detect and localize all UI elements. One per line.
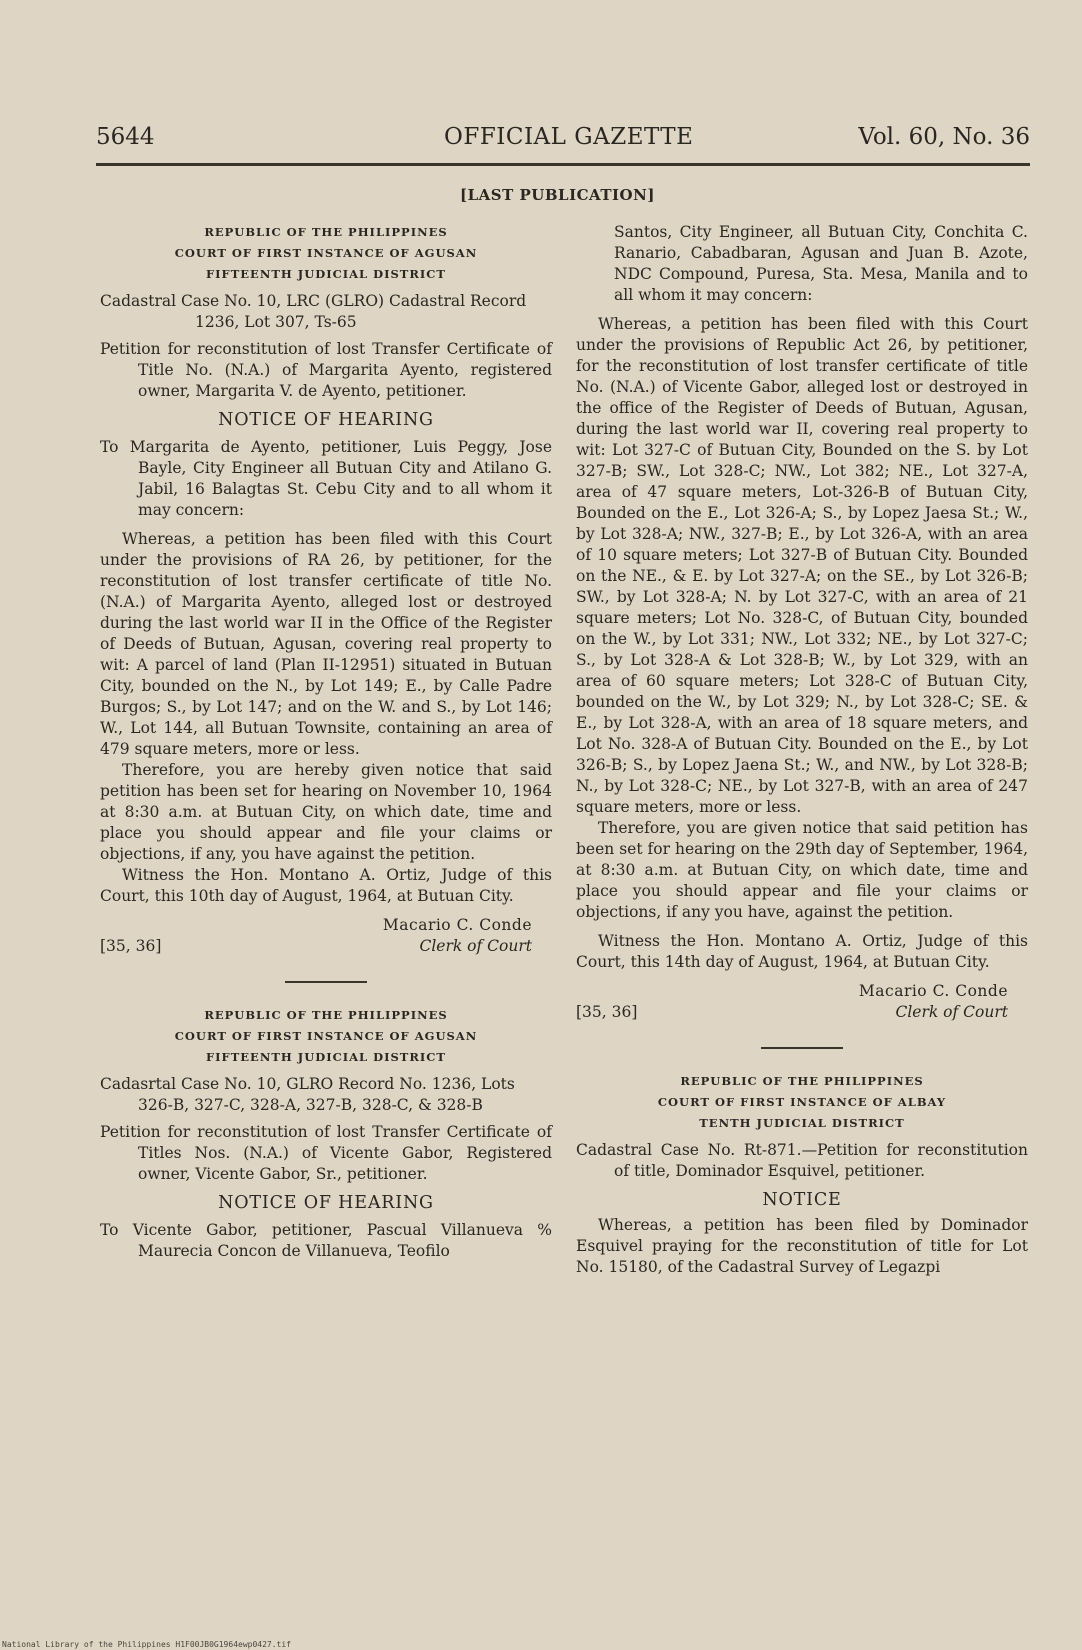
addressees: To Vicente Gabor, petitioner, Pascual Villanueva % Maurecia Concon de Villanueva, Teofilo (100, 1221, 552, 1260)
notice-paragraph: Witness the Hon. Montano A. Ortiz, Judge of this Court, this 10th day of August, 1964, at Butuan City. (100, 866, 552, 905)
volume-label: Vol. 60, No. 36 (858, 124, 1030, 150)
signatory-name: Macario C. Conde (858, 982, 1008, 1000)
notice-paragraph: Whereas, a petition has been filed by Dominador Esquivel praying for the reconstitution of title for Lot No. 15180, of the Cadastral Survey of Legazpi (576, 1216, 1028, 1276)
notice-heading: NOTICE OF HEARING (218, 410, 434, 430)
petition-title: Petition for reconstitution of lost Transfer Certificate of Titles Nos. (N.A.) of Vicente Gabor, Registered owner, Vicente Gabor, Sr., petitioner. (100, 1123, 552, 1183)
signatory-name: Macario C. Conde (382, 916, 532, 934)
notice-paragraph: Therefore, you are hereby given notice that said petition has been set for hearing on November 10, 1964 at 8:30 a.m. at Butuan City, on which date, time and place you should appear and file your claims or objections, if any, you have against the petition. (100, 761, 552, 863)
case-title: Cadasrtal Case No. 10, GLRO Record No. 1236, Lots 326-B, 327-C, 328-A, 327-B, 328-C, & 328-B (100, 1075, 515, 1114)
court-line: COURT OF FIRST INSTANCE OF AGUSAN (174, 1029, 478, 1043)
right-column (576, 222, 1028, 1278)
court-heading (100, 1005, 552, 1068)
petition-title: Petition for reconstitution of lost Transfer Certificate of Title No. (N.A.) of Margarita Ayento, registered owner, Margarita V. de Ayento, petitioner. (100, 340, 552, 400)
court-line: REPUBLIC OF THE PHILIPPINES (204, 1008, 448, 1022)
court-line: COURT OF FIRST INSTANCE OF AGUSAN (174, 246, 478, 260)
addressees-continued: Santos, City Engineer, all Butuan City, Conchita C. Ranario, Cabadbaran, Agusan and Juan B. Azote, NDC Compound, Puresa, Sta. Mesa, Manila and to all whom it may concern: (614, 223, 1028, 304)
notice-paragraph: Witness the Hon. Montano A. Ortiz, Judge of this Court, this 14th day of August, 1964, at Butuan City. (576, 932, 1028, 971)
signature-block (100, 915, 552, 959)
scan-footer: National Library of the Philippines H1F00JB0G1964ewp0427.tif (2, 1640, 291, 1649)
notice-paragraph: Therefore, you are given notice that said petition has been set for hearing on the 29th day of September, 1964, at 8:30 a.m. at Butuan City, on which date, time and place you should appear and file your claims or objections, if any you have, against the petition. (576, 819, 1028, 921)
signatory-title: Clerk of Court (895, 1003, 1008, 1021)
court-line: COURT OF FIRST INSTANCE OF ALBAY (657, 1095, 947, 1109)
case-title: Cadastral Case No. 10, LRC (GLRO) Cadastral Record 1236, Lot 307, Ts-65 (100, 292, 527, 331)
notice-heading: NOTICE (762, 1190, 842, 1210)
court-line: TENTH JUDICIAL DISTRICT (699, 1116, 905, 1130)
signature-block (576, 981, 1028, 1025)
addressees: To Margarita de Ayento, petitioner, Luis Peggy, Jose Bayle, City Engineer all Butuan City and Atilano G. Jabil, 16 Balagtas St. Cebu City and to all whom it may concern: (100, 438, 552, 519)
court-line: REPUBLIC OF THE PHILIPPINES (680, 1074, 924, 1088)
left-column (100, 222, 552, 1262)
issue-numbers: [35, 36] (100, 937, 162, 955)
notice-heading: NOTICE OF HEARING (218, 1193, 434, 1213)
court-line: FIFTEENTH JUDICIAL DISTRICT (206, 1050, 446, 1064)
court-heading (576, 1071, 1028, 1134)
court-heading (100, 222, 552, 285)
notice-paragraph: Whereas, a petition has been filed with this Court under the provisions of Republic Act 26, by petitioner, for the reconstitution of lost transfer certificate of title No. (N.A.) of Vicente Gabor, alleged lost or destroyed in the office of the Register of Deeds of Butuan, Agusan, during the last world war II, covering real property to wit: Lot 327-C of Butuan City, Bounded on the S. by Lot 327-B; SW., Lot 328-C; NW., Lot 382; NE., Lot 327-A, area of 47 square meters, Lot-326-B of Butuan City, Bounded on the E., Lot 326-A; S., by Lopez Jaesa St.; W., by Lot 328-A; NW., 327-B; E., by Lot 326-A, with an area of 10 square meters; Lot 327-B of Butuan City. Bounded on the NE., & E. by Lot 327-A; on the SE., by Lot 326-B; SW., by Lot 328-A; N. by Lot 327-C, with an area of 21 square meters; Lot No. 328-C, of Butuan City, bounded on the W., by Lot 331; NW., Lot 332; NE., by Lot 327-C; S., by Lot 328-A & Lot 328-B; W., by Lot 329, with an area of 60 square meters; Lot 328-C of Butuan City, bounded on the W., by Lot 329; N., by Lot 328-C; SE. & E., by Lot 328-A, with an area of 18 square meters, and Lot No. 328-A of Butuan City. Bounded on the E., by Lot 326-B; S., by Lopez Jaena St.; W., and NW., by Lot 328-B; N., by Lot 328-C; NE., by Lot 327-B, with an area of 247 square meters, more or less. (576, 315, 1028, 816)
court-line: FIFTEENTH JUDICIAL DISTRICT (206, 267, 446, 281)
notice-paragraph: Whereas, a petition has been filed with this Court under the provisions of RA 26, by petitioner, for the reconstitution of lost transfer certificate of title No. (N.A.) of Margarita Ayento, alleged lost or destroyed during the last world war II in the Office of the Register of Deeds of Butuan, Agusan, covering real property to wit: A parcel of land (Plan II-12951) situated in Butuan City, bounded on the N., by Lot 149; E., by Calle Padre Burgos; S., by Lot 147; and on the W. and S., by Lot 146; W., Lot 144, all Butuan Townsite, containing an area of 479 square meters, more or less. (100, 530, 552, 758)
issue-numbers: [35, 36] (576, 1003, 638, 1021)
case-title: Cadastral Case No. Rt-871.—Petition for reconstitution of title, Dominador Esquivel, petitioner. (576, 1141, 1028, 1180)
last-publication-banner: [LAST PUBLICATION] (460, 186, 655, 204)
section-divider (285, 981, 367, 983)
court-line: REPUBLIC OF THE PHILIPPINES (204, 225, 448, 239)
page-header (96, 124, 1030, 156)
signatory-title: Clerk of Court (419, 937, 532, 955)
page-number: 5644 (96, 124, 155, 150)
publication-title: OFFICIAL GAZETTE (444, 124, 694, 150)
section-divider (761, 1047, 843, 1049)
header-rule (96, 163, 1030, 166)
